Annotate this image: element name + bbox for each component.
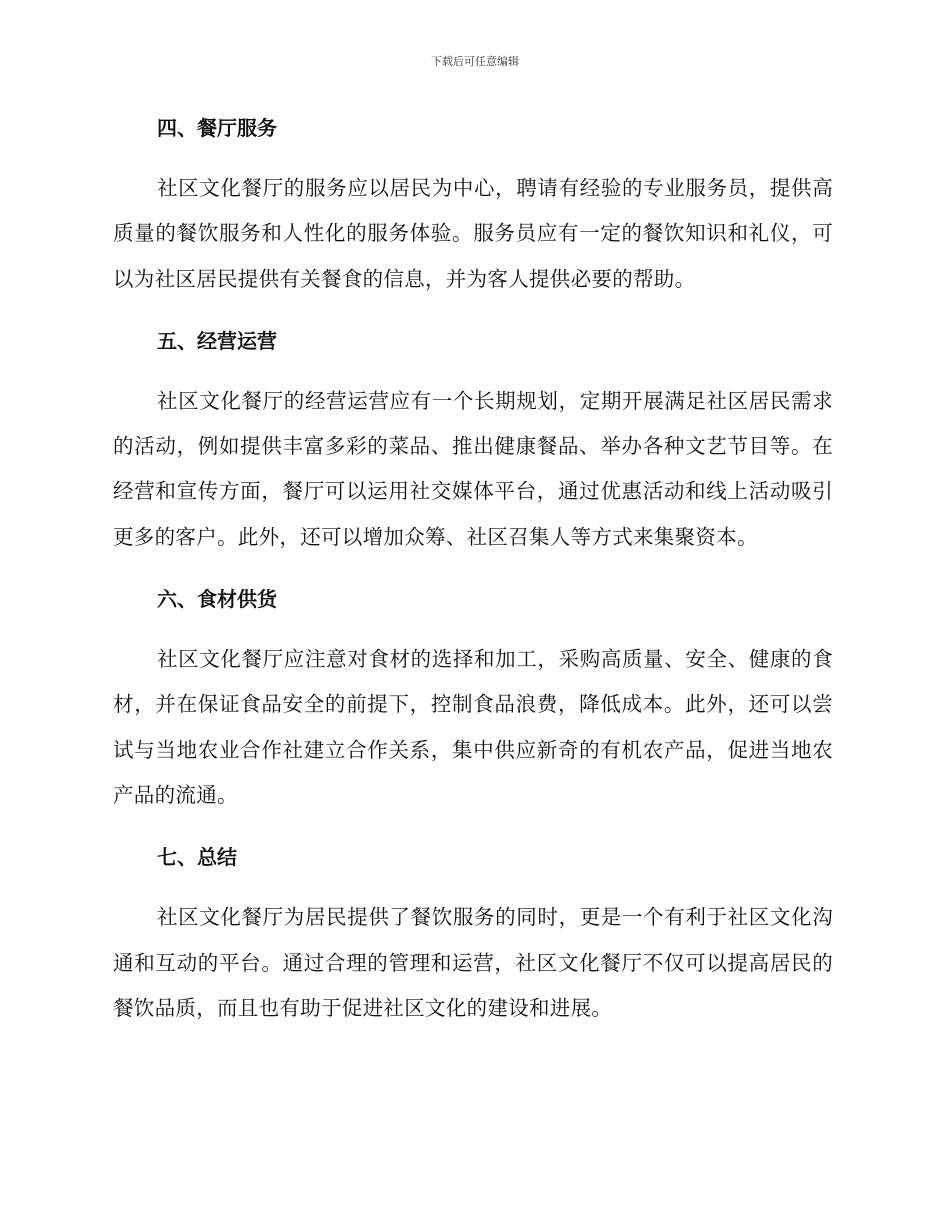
section-paragraph-service: 社区文化餐厅的服务应以居民为中心，聘请有经验的专业服务员，提供高质量的餐饮服务和人性化的服务体验。服务员应有一定的餐饮知识和礼仪，可以为社区居民提供有关餐食的信息，并为客人提供必要的帮助。 xyxy=(113,176,833,291)
section-heading-operation: 五、经营运营 xyxy=(157,328,277,353)
section-heading-summary: 七、总结 xyxy=(157,845,237,870)
section-heading-ingredients: 六、食材供货 xyxy=(157,587,277,612)
document-body xyxy=(113,110,833,1052)
section-paragraph-ingredients: 社区文化餐厅应注意对食材的选择和加工，采购高质量、安全、健康的食材，并在保证食品安全的前提下，控制食品浪费，降低成本。此外，还可以尝试与当地农业合作社建立合作关系，集中供应新奇的有机农产品，促进当地农产品的流通。 xyxy=(113,647,833,807)
page-header: 下载后可任意编辑 xyxy=(431,55,519,68)
section-paragraph-summary: 社区文化餐厅为居民提供了餐饮服务的同时，更是一个有利于社区文化沟通和互动的平台。通过合理的管理和运营，社区文化餐厅不仅可以提高居民的餐饮品质，而且也有助于促进社区文化的建设和进展。 xyxy=(113,905,833,1020)
section-paragraph-operation: 社区文化餐厅的经营运营应有一个长期规划，定期开展满足社区居民需求的活动，例如提供丰富多彩的菜品、推出健康餐品、举办各种文艺节目等。在经营和宣传方面，餐厅可以运用社交媒体平台，通过优惠活动和线上活动吸引更多的客户。此外，还可以增加众筹、社区召集人等方式来集聚资本。 xyxy=(113,388,833,549)
section-heading-service: 四、餐厅服务 xyxy=(157,116,277,140)
